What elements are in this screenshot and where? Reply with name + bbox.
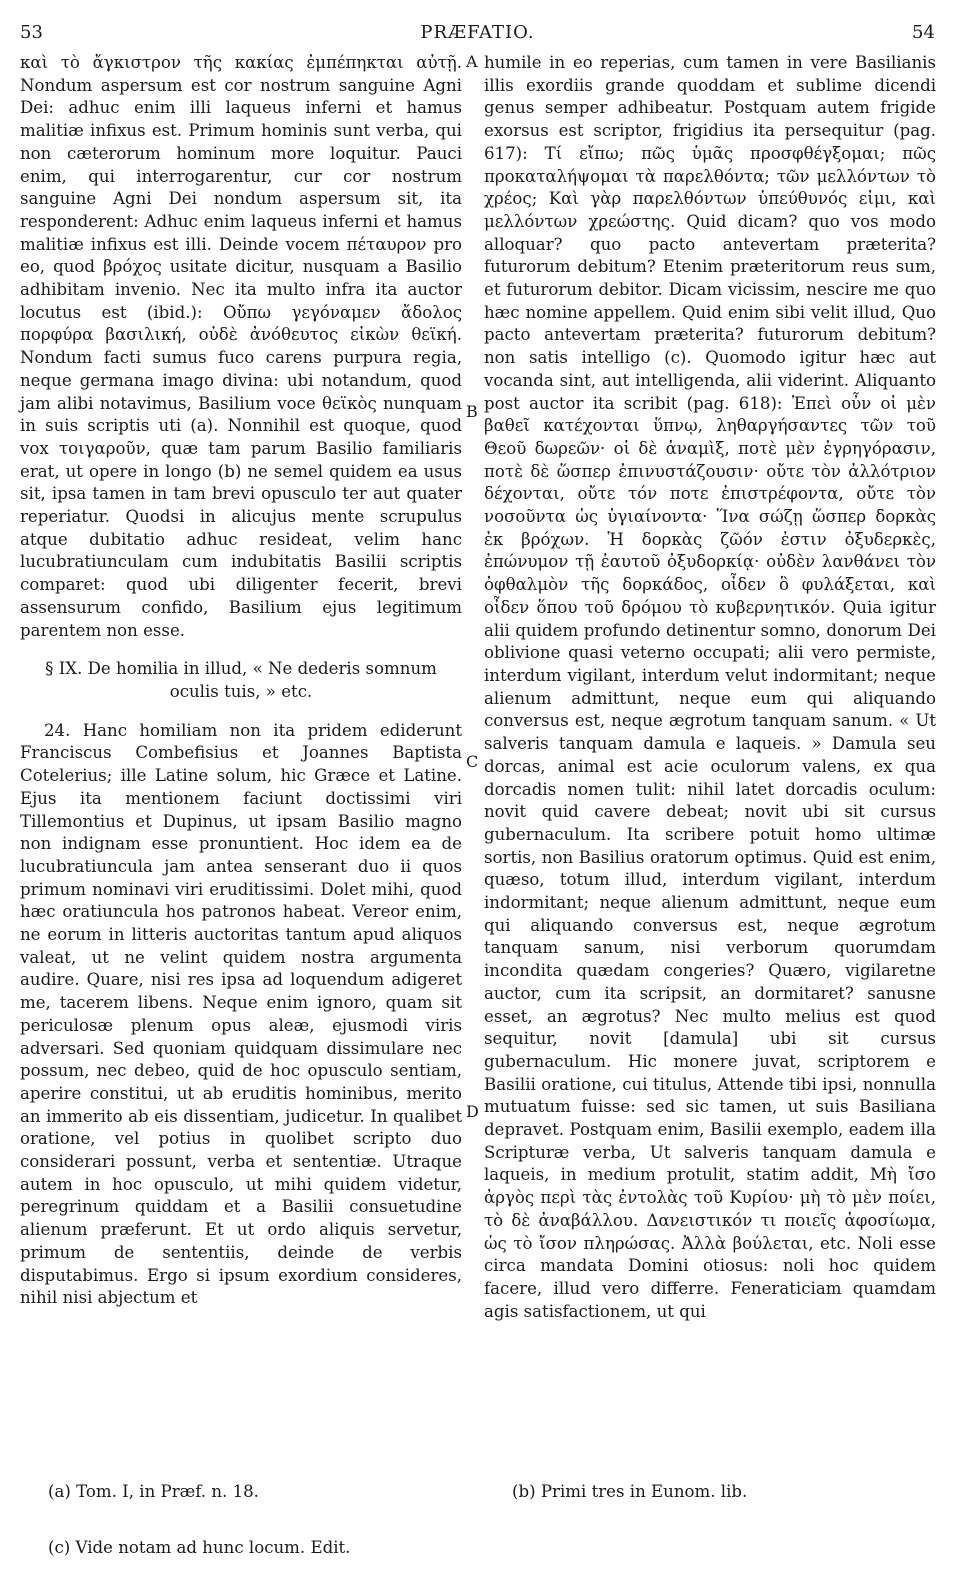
right-paragraph-1: humile in eo reperias, cum tamen in vere Basilianis illis exordiis grande quoddam et sublime dicendi genus semper adhibeatur. Postquam autem frigide exorsus est scriptor, frigidius ita persequitur (pag. 617): Τί εἴπω; πῶς ὑμᾶς προσφθέγξομαι; πῶς προκαταλήψομαι τὰ παρελθόντα; τῶν μελλόντων τὸ χρέος; Καὶ γὰρ παρελθόντων ὑπεύθυνός εἰμι, καὶ μελλόντων χρεώστης. Quid dicam? quo vos modo alloquar? quo pacto antevertam præterita? futurorum debitum? Etenim præteritorum reus sum, et futurorum debitor. Dicam vicissim, nescire me quo hæc nomine appellem. Quid enim sibi velit illud, Quo pacto antevertam præterita? futurorum debitum? non satis intelligo (c). Quomodo igitur hæc aut vocanda sint, aut intelligenda, alii viderint. Aliquanto post auctor ita scribit (pag. 618): Ἐπεὶ οὖν οἱ μὲν βαθεῖ κατέχονται ὕπνῳ, ληθαργήσαντες τῶν τοῦ Θεοῦ δωρεῶν· οἱ δὲ ἀναμὶξ, ποτὲ μὲν ἐγρηγόρασιν, ποτὲ δὲ ὥσπερ ἐπινυστάζουσιν· οὔτε τὸν ἀλλότριον δέχονται, οὔτε τόν ποτε ἐπιστρέφοντα, οὔτε τὸν νοσοῦντα ὡς ὑγιαίνοντα· Ἵνα σώζῃ ὥσπερ δορκὰς ἐκ βρόχων. Ἡ δορκὰς ζῶόν ἐστιν ὀξυδερκὲς, ἐπώνυμον τῇ ἑαυτοῦ ὀξυδορκίᾳ· οὐδὲν λανθάνει τὸν ὀφθαλμὸν τῆς δορκάδος, οἶδεν ὃ φυλάξεται, καὶ οἶδεν ὅπου τοῦ δρόμου τὸ κυβερνητικόν. Quia igitur alii quidem profundo detinentur somno, donorum Dei oblivione quasi veterno occupati; alii vero permiste, interdum vigilant, interdum velut indormitant; neque alienum admittunt, neque eum qui aliquando conversus est, neque ægrotum tanquam sanum. « Ut salveris tanquam damula e laqueis. » Damula seu dorcas, animal est acie oculorum valens, ex qua dorcadis nomen tulit: nihil latet dorcadis oculum: novit quid cavere debeat; novit ubi sit cursus gubernaculum. Ita scribere potuit homo ultimæ sortis, non Basilius oratorum optimus. Quid est enim, quæso, totum illud, interdum vigilant, interdum indormitant; neque alienum admittunt, neque eum qui aliquando conversus est, neque ægrotum tanquam sanum, nisi verborum quorumdam incondita quædam congeries? Quæro, vigilaretne auctor, cum ita scripsit, an dormitaret? sanusne esset, an ægrotus? Nec multo melius est quod sequitur, novit [damula] ubi sit cursus gubernaculum. Hic monere juvat, scriptorem e Basilii oratione, cui titulus, Attende tibi ipsi, nonnulla mutuatum fuisse: sed sic tamen, ut suis Basiliana depravet. Postquam enim, Basilii exemplo, eadem illa Scripturæ verba, Ut salveris tanquam damula e laqueis, in medium protulit, statim addit, Μὴ ἴσο ἀργὸς περὶ τὰς ἐντολὰς τοῦ Κυρίου· μὴ τὸ μὲν ποίει, τὸ δὲ ἀναβάλλου. Δανειστικόν τι ποιεῖς ἀφοσίωμα, ὡς τὸ ἴσον πληρώσας. Ἀλλὰ βούλεται, etc. Noli esse circa mandata Domini otiosus: noli hoc quidem facere, illud vero differre. Feneraticiam quamdam agis satisfactionem, ut qui: [484, 53, 936, 1321]
margin-marker-b: B: [466, 402, 478, 421]
right-column: [484, 52, 936, 1323]
footnote-a: (a) Tom. I, in Præf. n. 18.: [48, 1482, 259, 1501]
left-paragraph-2: 24. Hanc homiliam non ita pridem ediderunt Franciscus Combefisius et Joannes Baptista Cotelerius; ille Latine solum, hic Græce et Latine. Ejus ita mentionem faciunt doctissimi viri Tillemontius et Dupinus, ut ipsam Basilio magno non indignam esse pronuntient. Hoc idem ea de lucubratiuncula jam antea senserant duo ii quos primum nominavi viri eruditissimi. Dolet mihi, quod hæc oratiuncula hos patronos habeat. Vereor enim, ne eorum in litteris auctoritas tantum apud aliquos valeat, ut ne velint quidem nostra argumenta audire. Quare, nisi res ipsa ad loquendum adigeret me, tacerem libens. Neque enim ignoro, quam sit periculosæ plenum opus aleæ, ejusmodi viris adversari. Sed quoniam quidquam dissimulare nec possum, nec debeo, quid de hoc opusculo sentiam, aperire constitui, ut ab eruditis hominibus, merito an immerito ab eis dissentiam, judicetur. In qualibet oratione, vel potius in quolibet scripto duo considerari possunt, verba et sententiæ. Utraque autem in hoc opusculo, ut mihi quidem videtur, peregrinum quiddam et a Basilii consuetudine alienum præferunt. Et ut ordo aliquis servetur, primum de sententiis, deinde de verbis disputabimus. Ergo si ipsum exordium consideres, nihil nisi abjectum et: [20, 720, 462, 1308]
page-number-left: 53: [20, 22, 43, 43]
left-paragraph-1: καὶ τὸ ἄγκιστρον τῆς κακίας ἐμπέπηκται αὐτῇ. Nondum aspersum est cor nostrum sanguine Agni Dei: adhuc enim illi laqueus inferni et hamus malitiæ infixus est. Primum hominis sunt verba, qui non cæterorum hominum more loquitur. Pauci enim, qui interrogarentur, cur cor nostrum sanguine Agni Dei nondum aspersum sit, ita responderent: Adhuc enim laqueus inferni et hamus malitiæ infixus est illi. Deinde vocem πέταυρον pro eo, quod βρόχος usitate dicitur, nusquam a Basilio adhibitam invenio. Nec ita multo infra ita auctor locutus est (ibid.): Οὔπω γεγόναμεν ἄδολος πορφύρα βασιλική, οὐδὲ ἀνόθευτος εἰκὼν θεϊκή. Nondum facti sumus fuco carens purpura regia, neque germana imago divina: ubi notandum, quod jam alibi notavimus, Basilium voce θεϊκὸς nunquam in suis scriptis uti (a). Nonnihil est quoque, quod vox τοιγαροῦν, quæ tam parum Basilio familiaris erat, ut opere in longo (b) ne semel quidem ea usus sit, ipsa tamen in tam brevi opusculo ter aut quater reperiatur. Quodsi in alicujus mente scrupulus atque dubitatio adhuc resideat, velim hanc lucubratiunculam cum indubitatis Basilii scriptis comparet: quod ubi diligenter fecerit, brevi assensurum confido, Basilium ejus legitimum parentem non esse.: [20, 53, 462, 640]
margin-marker-c: C: [466, 752, 479, 771]
footnote-b: (b) Primi tres in Eunom. lib.: [512, 1482, 748, 1501]
running-head: PRÆFATIO.: [420, 22, 535, 43]
left-column: [20, 52, 462, 1310]
section-heading: § IX. De homilia in illud, « Ne dederis somnum oculis tuis, » etc.: [45, 659, 437, 701]
page-number-right: 54: [912, 22, 935, 43]
footnote-c: (c) Vide notam ad hunc locum. Edit.: [48, 1538, 351, 1557]
margin-marker-a: A: [466, 52, 478, 71]
margin-marker-d: D: [466, 1102, 479, 1121]
